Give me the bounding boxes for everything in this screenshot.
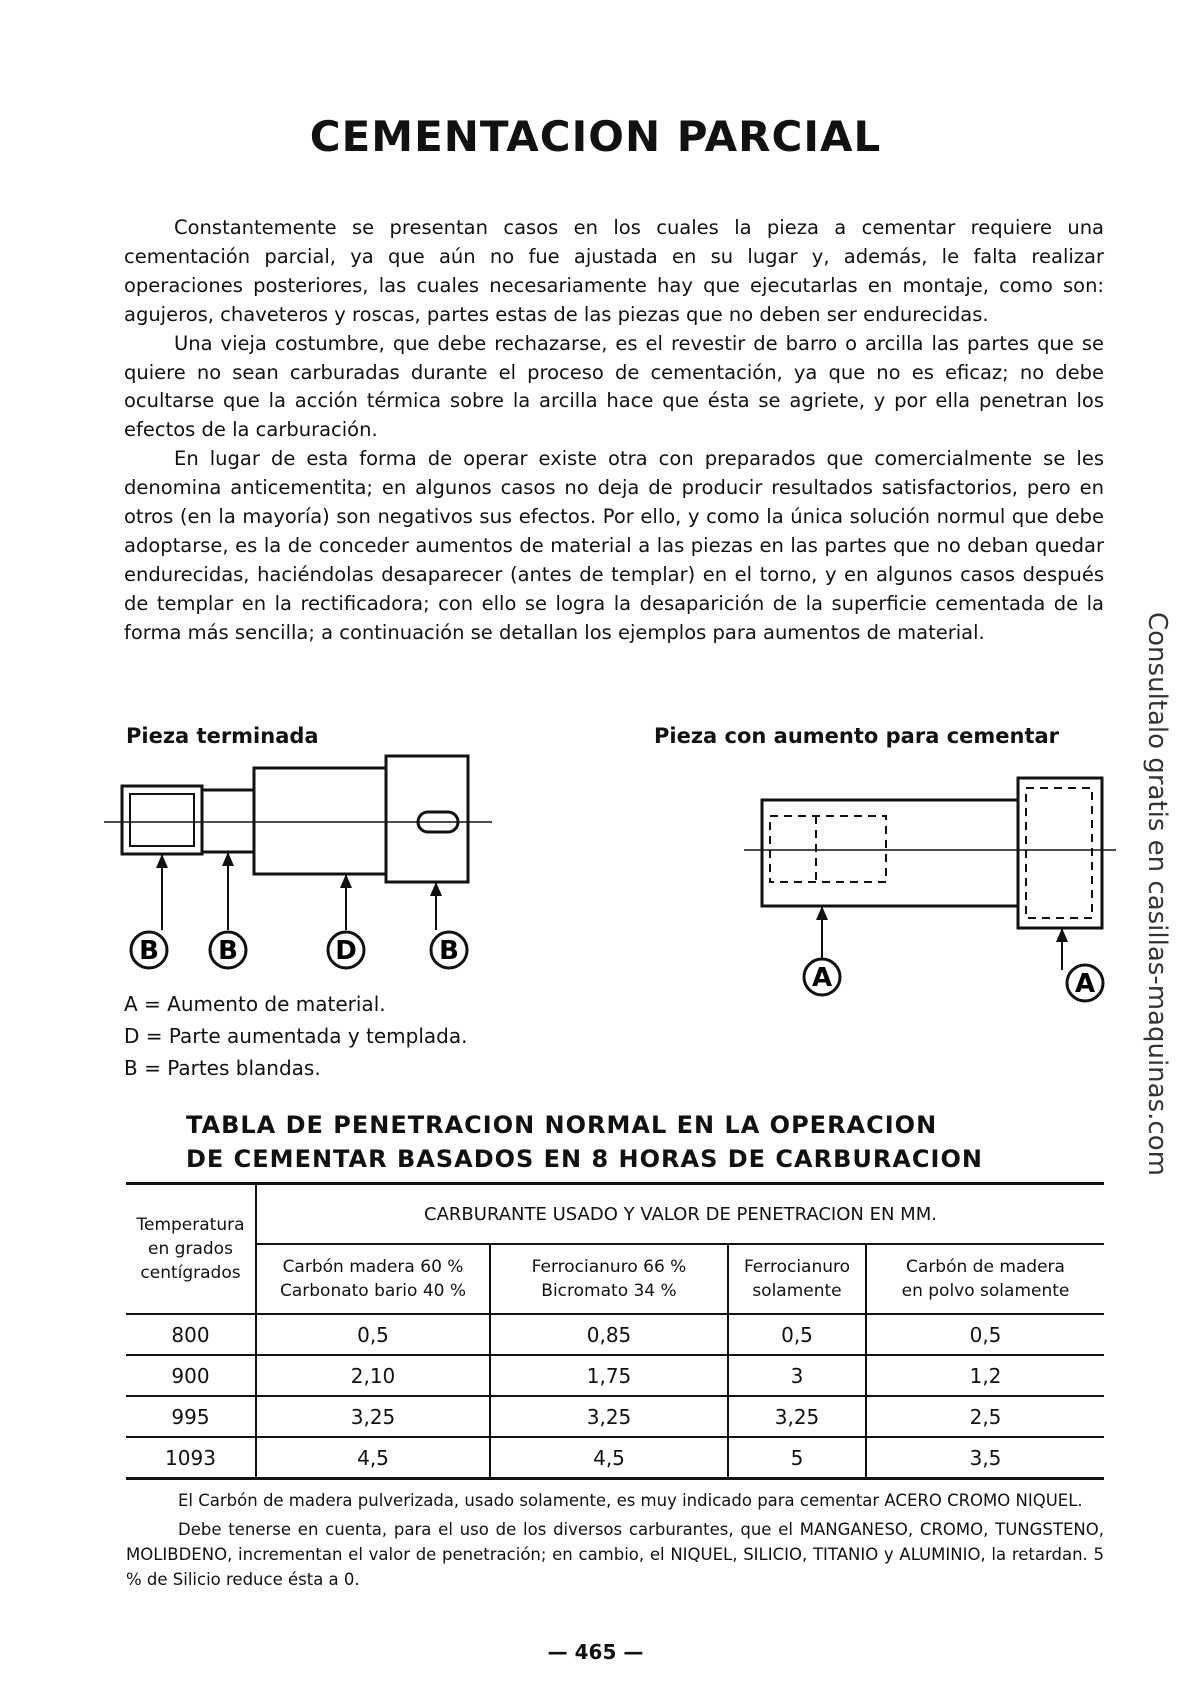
table-row: 1093 4,5 4,5 5 3,5 xyxy=(126,1437,1104,1479)
allowance-piece-diagram xyxy=(740,770,1120,1010)
marker-b1: B xyxy=(139,936,159,966)
table-title xyxy=(186,1108,1046,1176)
paragraph-3: En lugar de esta forma de operar existe otra con preparados que comercialmente se les denomina anticementita; en algunos casos no deja de producir resultados satisfactorios, pero en otros (en la mayoría) son negativos sus efectos. Por ello, y como la única solución normul que debe adoptarse, es la de conceder aumentos de material a las piezas en las partes que no deban quedar endurecidas, haciéndolas desaparecer (antes de templar) en el torno, y en algunos casos después de templar en la rectificadora; con ello se logra la desaparición de la superficie cementada de la forma más sencilla; a continuación se detallan los ejemplos para aumentos de material. xyxy=(124,447,1104,644)
note-2: Debe tenerse en cuenta, para el uso de los diversos carburantes, que el MANGANESO, CROMO, TUNGSTENO, MOLIBDENO, incrementan el valor de penetración; en cambio, el NIQUEL, SILICIO, TITANIO y ALUMINIO, la retardan. 5 % de Silicio reduce ésta a 0. xyxy=(126,1520,1104,1589)
table-row: 800 0,5 0,85 0,5 0,5 xyxy=(126,1314,1104,1355)
marker-b2: B xyxy=(218,936,238,966)
body-text xyxy=(124,214,1104,648)
legend xyxy=(124,988,467,1084)
penetration-table xyxy=(126,1182,1104,1480)
table-row: 900 2,10 1,75 3 1,2 xyxy=(126,1355,1104,1396)
table-title-line-1: TABLA DE PENETRACION NORMAL EN LA OPERACION xyxy=(186,1111,938,1139)
paragraph-2: Una vieja costumbre, que debe rechazarse, es el revestir de barro o arcilla las partes que se quiere no sean carburadas durante el proceso de cementación, ya que no es eficaz; no debe ocultarse que la acción térmica sobre la arcilla hace que ésta se agriete, y por ella penetran los efectos de la carburación. xyxy=(124,331,1104,442)
legend-b: B = Partes blandas. xyxy=(124,1056,321,1080)
page-title: CEMENTACION PARCIAL xyxy=(309,112,882,161)
temperature-header: Temperatura en grados centígrados xyxy=(126,1184,256,1315)
marker-d: D xyxy=(335,936,357,966)
column-header-2: Ferrocianuro 66 % Bicromato 34 % xyxy=(490,1244,728,1314)
diagram-right-label: Pieza con aumento para cementar xyxy=(654,724,1060,748)
diagram-left-label: Pieza terminada xyxy=(126,724,319,748)
note-1: El Carbón de madera pulverizada, usado solamente, es muy indicado para cementar ACERO CROMO NIQUEL. xyxy=(178,1491,1083,1510)
legend-a: A = Aumento de material. xyxy=(124,992,386,1016)
finished-piece-diagram xyxy=(100,750,500,990)
page-number: — 465 — xyxy=(547,1640,644,1664)
column-header-3: Ferrocianuro solamente xyxy=(728,1244,866,1314)
marker-a2: A xyxy=(1074,969,1096,999)
column-header-1: Carbón madera 60 % Carbonato bario 40 % xyxy=(256,1244,490,1314)
marker-b3: B xyxy=(439,936,459,966)
column-header-4: Carbón de madera en polvo solamente xyxy=(901,1257,1070,1301)
notes xyxy=(126,1488,1104,1596)
legend-d: D = Parte aumentada y templada. xyxy=(124,1024,468,1048)
paragraph-1: Constantemente se presentan casos en los cuales la pieza a cementar requiere una cementación parcial, ya que aún no fue ajustada en su lugar y, además, le falta realizar operaciones posteriores, las cuales necesariamente hay que ejecutarlas en montaje, como son: agujeros, chaveteros y roscas, partes estas de las piezas que no deben ser endurecidas. xyxy=(124,216,1104,326)
table-title-line-2: DE CEMENTAR BASADOS EN 8 HORAS DE CARBURACION xyxy=(186,1145,983,1173)
table-row: 995 3,25 3,25 3,25 2,5 xyxy=(126,1396,1104,1437)
marker-a1: A xyxy=(811,963,833,993)
carburant-header: CARBURANTE USADO Y VALOR DE PENETRACION EN MM. xyxy=(256,1184,1104,1245)
side-watermark: Consultalo gratis en casillas-maquinas.com xyxy=(1142,612,1172,1176)
